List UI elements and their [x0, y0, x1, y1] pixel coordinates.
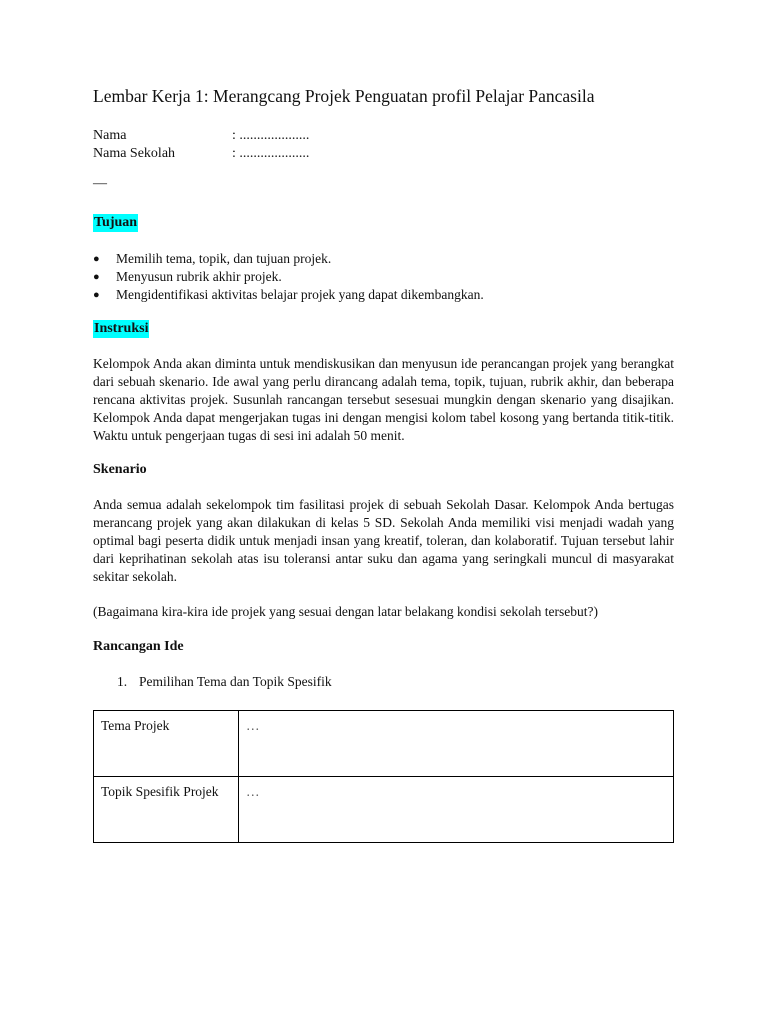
section-divider: —: [93, 176, 107, 191]
bullet-icon: ●: [93, 289, 100, 301]
skenario-paragraph: Anda semua adalah sekelompok tim fasilitasi projek di sebuah Sekolah Dasar. Kelompok Anda bertugas merancang projek yang akan dilakukan di kelas 5 SD. Sekolah Anda memiliki visi menjadi wadah yang optimal bagi peserta didik untuk menjadi insan yang kreatif, toleran, dan kolaboratif. Tujuan tersebut lahir dari keprihatinan sekolah atas isu toleransi antar suku dan agama yang seringkali muncul di masyarakat sekitar sekolah.: [93, 497, 674, 584]
school-name-value[interactable]: : ....................: [232, 146, 310, 161]
list-item-text: Menyusun rubrik akhir projek.: [116, 269, 282, 284]
school-name-label: Nama Sekolah: [93, 146, 176, 161]
instruksi-heading: Instruksi: [94, 321, 149, 336]
table-cell-label: Tema Projek: [94, 711, 239, 777]
tujuan-heading: Tujuan: [94, 215, 138, 230]
table-cell-input[interactable]: …: [239, 777, 674, 843]
list-item: [93, 250, 484, 268]
document-title: Lembar Kerja 1: Merangcang Projek Penguatan profil Pelajar Pancasila: [93, 86, 595, 106]
name-value[interactable]: : ....................: [232, 128, 310, 143]
tujuan-list: [93, 250, 484, 304]
list-item-text: Mengidentifikasi aktivitas belajar projek yang dapat dikembangkan.: [116, 287, 484, 302]
skenario-question: (Bagaimana kira-kira ide projek yang sesuai dengan latar belakang kondisi sekolah tersebut?): [93, 604, 598, 619]
instruksi-paragraph: Kelompok Anda akan diminta untuk mendiskusikan dan menyusun ide perancangan projek yang berangkat dari sebuah skenario. Ide awal yang perlu dirancang adalah tema, topik, tujuan, rubrik akhir, dan beberapa rencana aktivitas projek. Susunlah rancangan tersebut sesesuai mungkin dengan skenario yang disajikan. Kelompok Anda dapat mengerjakan tugas ini dengan mengisi kolom tabel kosong yang bertanda titik-titik. Waktu untuk pengerjaan tugas di sesi ini adalah 50 menit.: [93, 356, 674, 443]
theme-topic-table: [93, 710, 674, 843]
table-row: [94, 711, 674, 777]
bullet-icon: ●: [93, 271, 100, 283]
rancangan-heading: Rancangan Ide: [93, 639, 184, 654]
table-row: [94, 777, 674, 843]
table-cell-input[interactable]: …: [239, 711, 674, 777]
name-label: Nama: [93, 128, 127, 143]
bullet-icon: ●: [93, 253, 100, 265]
item-text: Pemilihan Tema dan Topik Spesifik: [139, 674, 332, 689]
table-cell-label: Topik Spesifik Projek: [94, 777, 239, 843]
list-item: [93, 286, 484, 304]
list-item: [93, 268, 484, 286]
list-item-text: Memilih tema, topik, dan tujuan projek.: [116, 251, 332, 266]
item-number: 1.: [117, 674, 128, 689]
skenario-heading: Skenario: [93, 462, 147, 477]
